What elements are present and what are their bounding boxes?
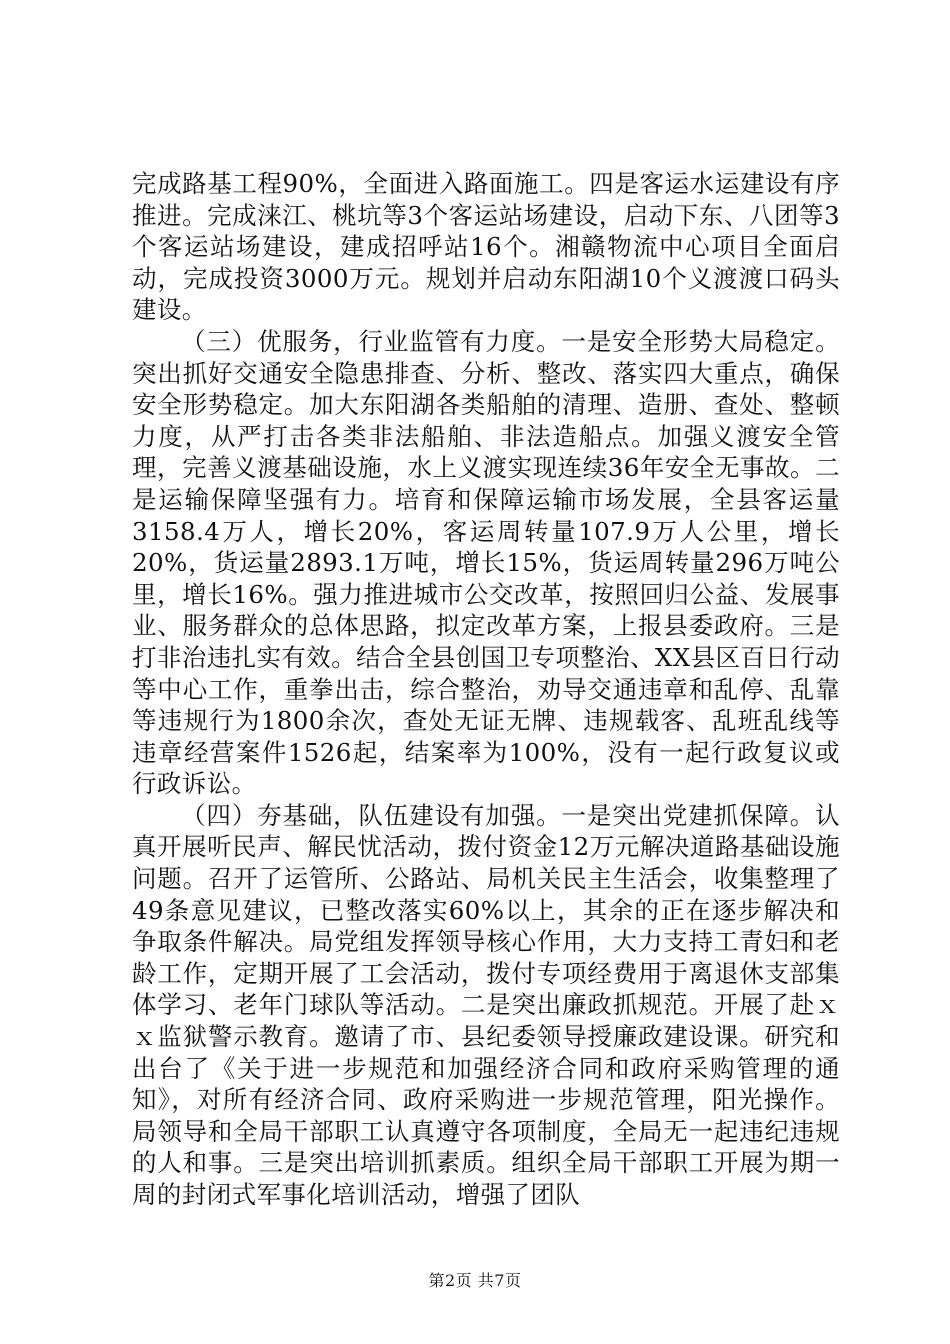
page-footer — [0, 1268, 950, 1291]
document-body — [132, 168, 840, 1211]
paragraph-3: （四）夯基础，队伍建设有加强。一是突出党建抓保障。认真开展听民声、解民忧活动，拨付资金12万元解决道路基础设施问题。召开了运管所、公路站、局机关民主生活会，收集整理了49条意见建议，已整改落实60%以上，其余的正在逐步解决和争取条件解决。局党组发挥领导核心作用，大力支持工青妇和老龄工作，定期开展了工会活动，拨付专项经费用于离退休支部集体学习、老年门球队等活动。二是突出廉政抓规范。开展了赴ｘｘ监狱警示教育。邀请了市、县纪委领导授廉政建设课。研究和出台了《关于进一步规范和加强经济合同和政府采购管理的通知》，对所有经济合同、政府采购进一步规范管理，阳光操作。局领导和全局干部职工认真遵守各项制度，全局无一起违纪违规的人和事。三是突出培训抓素质。组织全局干部职工开展为期一周的封闭式军事化培训活动，增强了团队 — [132, 800, 840, 1209]
paragraph-1: 完成路基工程90%，全面进入路面施工。四是客运水运建设有序推进。完成涞江、桃坑等3个客运站场建设，启动下东、八团等3个客运站场建设，建成招呼站16个。湘赣物流中心项目全面启动，完成投资3000万元。规划并启动东阳湖10个义渡渡口码头建设。 — [132, 169, 840, 325]
page-number: 第2页 共7页 — [428, 1271, 522, 1290]
paragraph-2: （三）优服务，行业监管有力度。一是安全形势大局稳定。突出抓好交通安全隐患排查、分析、整改、落实四大重点，确保安全形势稳定。加大东阳湖各类船舶的清理、造册、查处、整顿力度，从严打击各类非法船舶、非法造船点。加强义渡安全管理，完善义渡基础设施，水上义渡实现连续36年安全无事故。二是运输保障坚强有力。培育和保障运输市场发展，全县客运量3158.4万人，增长20%，客运周转量107.9万人公里，增长20%，货运量2893.1万吨，增长15%，货运周转量296万吨公里，增长16%。强力推进城市公交改革，按照回归公益、发展事业、服务群众的总体思路，拟定改革方案，上报县委政府。三是打非治违扎实有效。结合全县创国卫专项整治、XX县区百日行动等中心工作，重拳出击，综合整治，劝导交通违章和乱停、乱靠等违规行为1800余次，查处无证无牌、违规载客、乱班乱线等违章经营案件1526起，结案率为100%，没有一起行政复议或行政诉讼。 — [132, 326, 840, 799]
